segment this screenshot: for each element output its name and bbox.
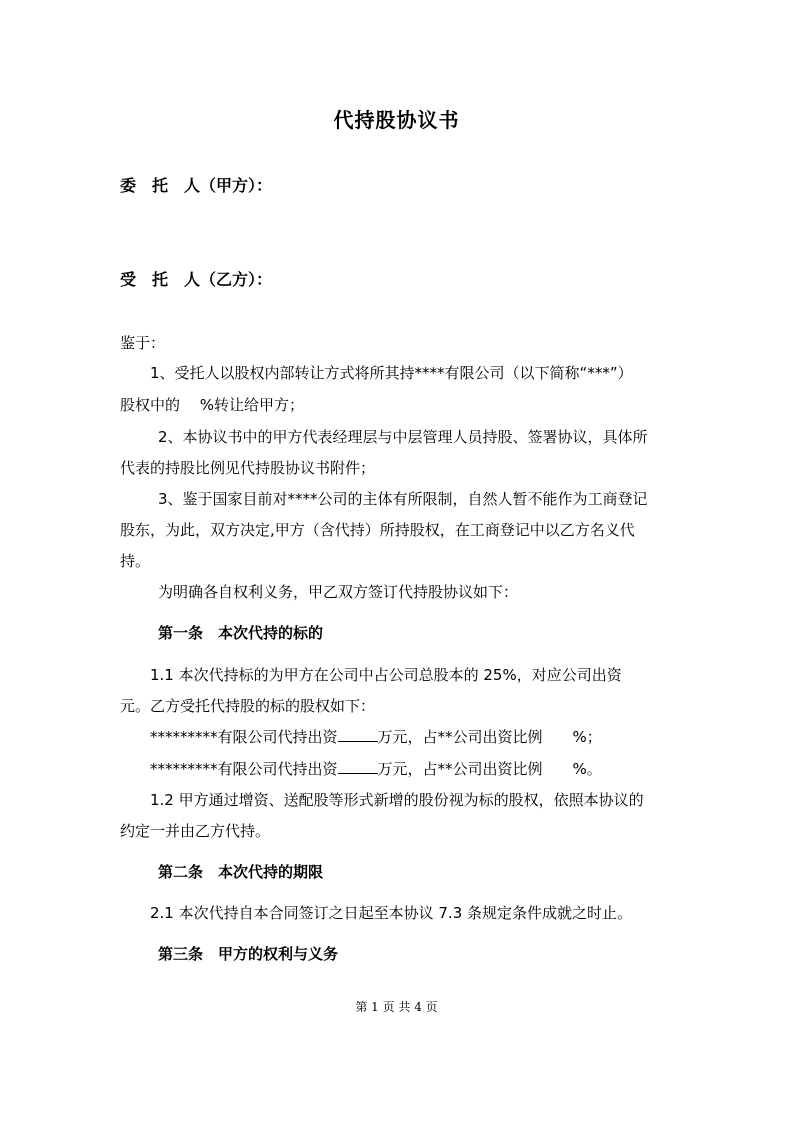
article-1-clause-2-line-1: 1.2 甲方通过增资、送配股等形式新增的股份视为标的股权，依照本协议的: [150, 791, 644, 809]
article-1-clause-2-line-2: 约定一并由乙方代持。: [120, 822, 271, 840]
holding-row-2: [150, 759, 602, 779]
holding-row-2-company: *********有限公司代持出资: [150, 760, 338, 778]
article-3-heading: 第三条 甲方的权利与义务: [158, 945, 339, 963]
holding-row-2-amount-blank: [338, 759, 378, 774]
recital-2-line-2: 代表的持股比例见代持股协议书附件；: [120, 459, 376, 477]
recital-2-line-1: 2、本协议书中的甲方代表经理层与中层管理人员持股、签署协议，具体所: [158, 428, 648, 446]
article-1-heading: 第一条 本次代持的标的: [158, 624, 324, 642]
holding-row-1-company: *********有限公司代持出资: [150, 728, 338, 746]
recitals-closing: 为明确各自权利义务，甲乙双方签订代持股协议如下：: [158, 583, 519, 601]
recital-1-line-1: 1、受托人以股权内部转让方式将所其持****有限公司（以下简称“***”）: [150, 364, 633, 382]
holding-row-1-ratio: 万元，占**公司出资比例 %；: [377, 728, 602, 746]
agent-party-label: 受 托 人（乙方）：: [120, 270, 273, 289]
recital-3-line-1: 3、鉴于国家目前对****公司的主体有所限制，自然人暂不能作为工商登记: [158, 490, 648, 508]
article-1-clause-1-line-2: 元。乙方受托代持股的标的股权如下：: [120, 697, 376, 715]
article-1-clause-1-line-1: 1.1 本次代持标的为甲方在公司中占公司总股本的 25%，对应公司出资: [150, 666, 622, 684]
principal-party-label: 委 托 人（甲方）：: [120, 176, 273, 195]
holding-row-2-ratio: 万元，占**公司出资比例 %。: [377, 760, 602, 778]
article-2-heading: 第二条 本次代持的期限: [158, 863, 324, 881]
recitals-intro: 鉴于：: [120, 334, 166, 352]
article-2-clause-1: 2.1 本次代持自本合同签订之日起至本协议 7.3 条规定条件成就之时止。: [150, 904, 633, 922]
recital-3-line-3: 持。: [120, 552, 151, 570]
holding-row-1: [150, 727, 602, 747]
recital-1-line-2: 股权中的 %转让给甲方；: [120, 396, 305, 414]
document-title: 代持股协议书: [333, 108, 460, 132]
recital-3-line-2: 股东，为此，双方决定,甲方（含代持）所持股权，在工商登记中以乙方名义代: [120, 521, 635, 539]
holding-row-1-amount-blank: [338, 727, 378, 742]
page-footer: 第 1 页 共 4 页: [355, 1000, 438, 1014]
